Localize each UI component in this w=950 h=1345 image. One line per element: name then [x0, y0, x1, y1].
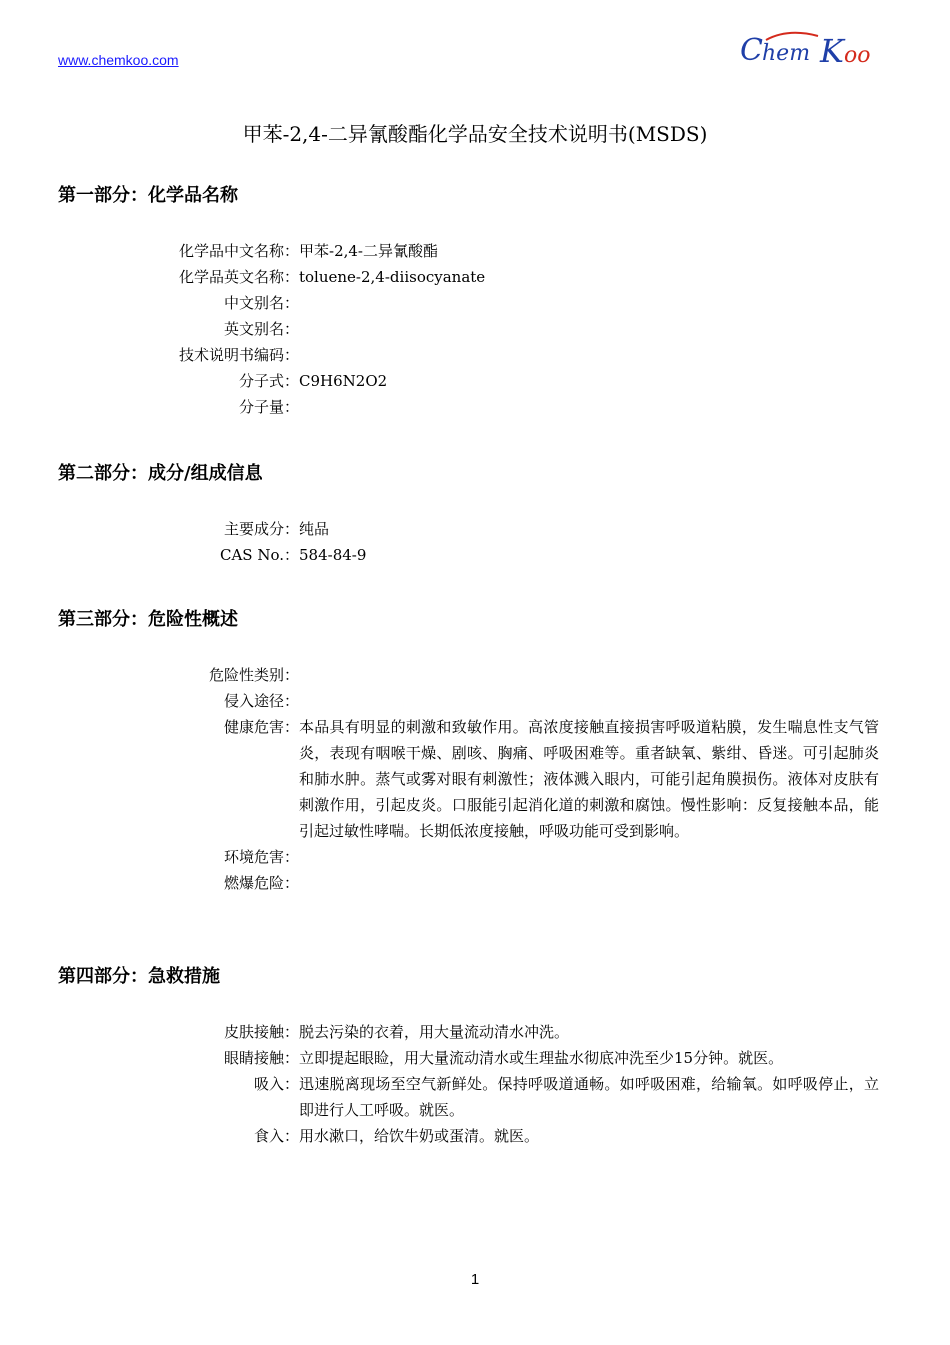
field-value: toluene-2,4-diisocyanate — [299, 268, 486, 286]
field-row — [0, 688, 950, 714]
field-row — [0, 516, 950, 542]
page-number: 1 — [470, 1271, 480, 1288]
field-label: 食入： — [253, 1127, 299, 1145]
field-row — [0, 1071, 950, 1123]
field-label: 分子式： — [238, 372, 299, 390]
field-row — [0, 394, 950, 420]
field-list-part1 — [0, 238, 950, 420]
field-row — [0, 368, 950, 394]
field-label: 环境危害： — [223, 848, 299, 866]
field-row — [0, 542, 950, 568]
field-label: 吸入： — [253, 1075, 299, 1093]
svg-text:oo: oo — [844, 43, 871, 68]
field-list-part4 — [0, 1019, 950, 1149]
field-label: 皮肤接触： — [223, 1023, 299, 1041]
field-value — [299, 844, 879, 870]
field-list-part2 — [0, 516, 950, 568]
field-list-part3 — [0, 662, 950, 896]
field-row — [0, 238, 950, 264]
site-link[interactable]: www.chemkoo.com — [58, 52, 179, 68]
field-label: 主要成分： — [223, 520, 299, 538]
field-row — [0, 290, 950, 316]
section-heading-part4: 第四部分：急救措施 — [58, 966, 220, 987]
field-label: CAS No.： — [219, 546, 299, 564]
field-value — [299, 316, 879, 342]
field-row — [0, 662, 950, 688]
field-label: 眼睛接触： — [223, 1049, 299, 1067]
field-value: 584-84-9 — [299, 546, 367, 564]
field-row — [0, 342, 950, 368]
field-value: 立即提起眼睑，用大量流动清水或生理盐水彻底冲洗至少15分钟。就医。 — [299, 1049, 784, 1067]
svg-text:C: C — [740, 33, 763, 68]
section-heading-part2: 第二部分：成分/组成信息 — [58, 463, 263, 484]
field-value — [299, 394, 879, 420]
field-label: 化学品中文名称： — [178, 242, 299, 260]
field-label: 健康危害： — [223, 718, 299, 736]
field-row — [0, 1123, 950, 1149]
field-label: 危险性类别： — [208, 666, 299, 684]
chemkoo-logo — [738, 26, 888, 74]
field-value — [299, 290, 879, 316]
field-label: 中文别名： — [223, 294, 299, 312]
field-row — [0, 1045, 950, 1071]
field-value: 本品具有明显的刺激和致敏作用。高浓度接触直接损害呼吸道粘膜，发生喘息性支气管炎，表现有咽喉干燥、剧咳、胸痛、呼吸困难等。重者缺氧、紫绀、昏迷。可引起肺炎和肺水肿。蒸气或雾对眼有刺激性；液体溅入眼内，可能引起角膜损伤。液体对皮肤有刺激作用，引起皮炎。口服能引起消化道的刺激和腐蚀。慢性影响：反复接触本品，能引起过敏性哮喘。长期低浓度接触，呼吸功能可受到影响。 — [299, 718, 879, 840]
field-row — [0, 316, 950, 342]
field-row — [0, 264, 950, 290]
svg-text:K: K — [820, 32, 844, 70]
field-value: 脱去污染的衣着，用大量流动清水冲洗。 — [299, 1023, 570, 1041]
field-value — [299, 688, 879, 714]
field-value — [299, 342, 879, 368]
field-value — [299, 662, 879, 688]
field-value — [299, 870, 879, 896]
section-heading-part3: 第三部分：危险性概述 — [58, 609, 238, 630]
document-title: 甲苯-2,4-二异氰酸酯化学品安全技术说明书(MSDS) — [242, 122, 708, 146]
svg-text:hem: hem — [762, 41, 811, 66]
field-row — [0, 844, 950, 870]
field-value: 用水漱口，给饮牛奶或蛋清。就医。 — [299, 1127, 540, 1145]
field-label: 技术说明书编码： — [178, 346, 299, 364]
field-value: C9H6N2O2 — [299, 372, 388, 390]
field-row — [0, 1019, 950, 1045]
section-heading-part1: 第一部分：化学品名称 — [58, 185, 238, 206]
field-label: 侵入途径： — [223, 692, 299, 710]
field-value: 纯品 — [299, 520, 330, 538]
field-label: 燃爆危险： — [223, 874, 299, 892]
field-value: 迅速脱离现场至空气新鲜处。保持呼吸道通畅。如呼吸困难，给输氧。如呼吸停止，立即进行人工呼吸。就医。 — [299, 1075, 879, 1119]
field-row — [0, 714, 950, 844]
field-label: 英文别名： — [223, 320, 299, 338]
field-label: 分子量： — [238, 398, 299, 416]
field-row — [0, 870, 950, 896]
field-value: 甲苯-2,4-二异氰酸酯 — [299, 242, 438, 260]
field-label: 化学品英文名称： — [178, 268, 299, 286]
